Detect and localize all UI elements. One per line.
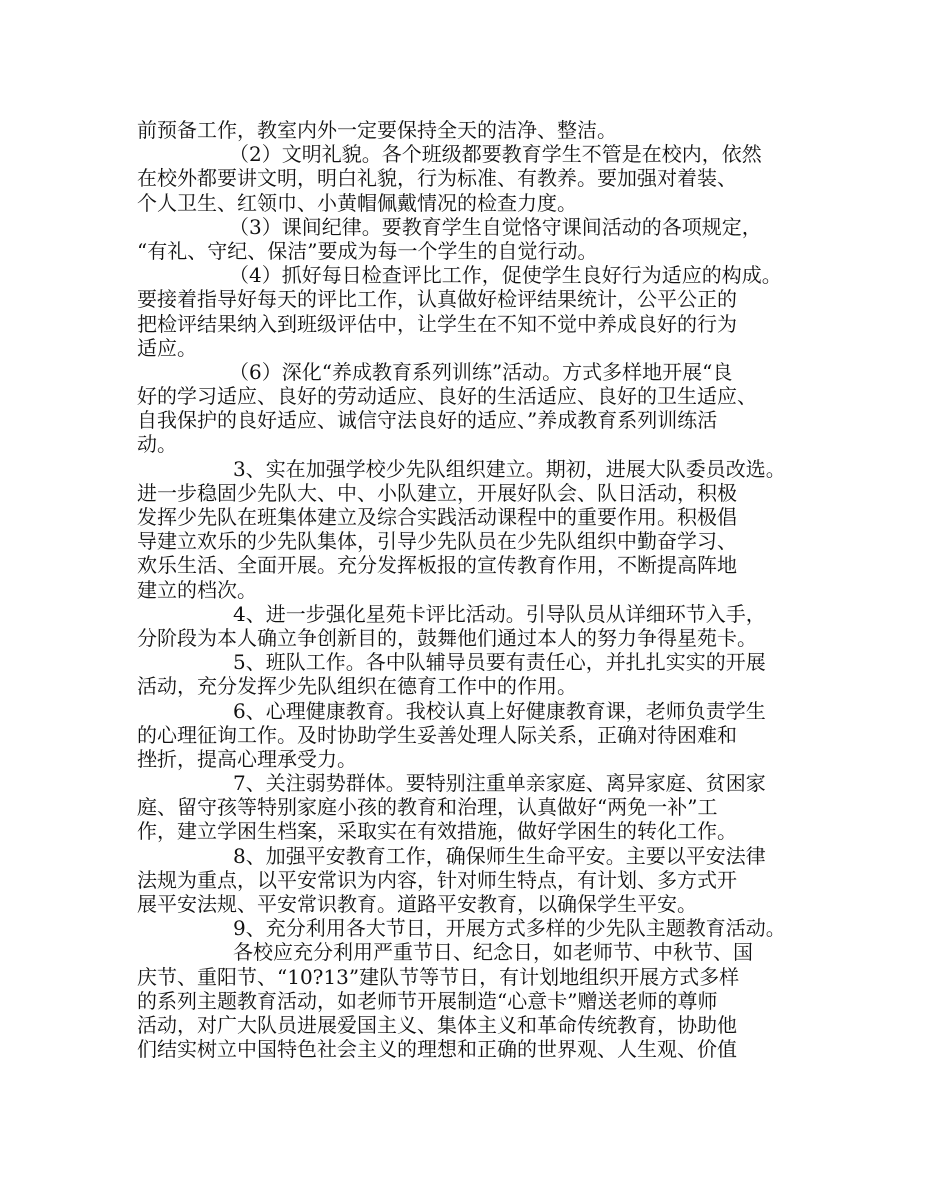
text-line: 个人卫生、红领巾、小黄帽佩戴情况的检查力度。	[137, 190, 577, 215]
text-line: 们结实树立中国特色社会主义的理想和正确的世界观、人生观、价值	[137, 1037, 737, 1062]
text-line: 发挥少先队在班集体建立及综合实践活动课程中的重要作用。积极倡	[137, 505, 737, 529]
text-line: 庆节、重阳节、“10?13”建队节等节日，有计划地组织开展方式多样	[137, 964, 740, 989]
text-line: （3）课间纪律。要教育学生自觉恪守课间活动的各项规定，	[229, 214, 762, 239]
text-line: 要接着指导好每天的评比工作，认真做好检评结果统计，公平公正的	[137, 287, 737, 312]
text-line: 展平安法规、平安常识教育。道路平安教育，以确保学生平安。	[137, 892, 697, 916]
text-line: （6）深化“养成教育系列训练”活动。方式多样地开展“良	[229, 359, 733, 384]
document-body	[137, 118, 825, 1061]
text-line: 自我保护的良好适应、诚信守法良好的适应、”养成教育系列训练活	[137, 408, 718, 433]
text-line: 在校外都要讲文明，明白礼貌，行为标准、有教养。要加强对着装、	[137, 166, 737, 191]
text-line: 适应。	[137, 335, 197, 360]
text-line: 活动，对广大队员进展爱国主义、集体主义和革命传统教育，协助他	[137, 1012, 737, 1037]
text-line: （4）抓好每日检查评比工作，促使学生良好行为适应的构成。	[229, 263, 782, 288]
text-line: 的心理征询工作。及时协助学生妥善处理人际关系，正确对待困难和	[137, 722, 737, 747]
text-line: 导建立欢乐的少先队集体，引导少先队员在少先队组织中勤奋学习、	[137, 529, 737, 554]
text-line: 挫折，提高心理承受力。	[137, 746, 357, 771]
text-line: “有礼、守纪、保洁”要成为每一个学生的自觉行动。	[137, 238, 598, 263]
text-line: 进一步稳固少先队大、中、小队建立，开展好队会、队日活动，积极	[137, 480, 737, 505]
text-line: 6、心理健康教育。我校认真上好健康教育课，老师负责学生	[233, 698, 766, 723]
text-line: 7、关注弱势群体。要特别注重单亲家庭、离异家庭、贫困家	[233, 771, 766, 796]
text-line: 活动，充分发挥少先队组织在德育工作中的作用。	[137, 674, 577, 699]
text-line: 动。	[137, 432, 177, 457]
text-line: 把检评结果纳入到班级评估中，让学生在不知不觉中养成良好的行为	[137, 311, 737, 336]
text-line: 3、实在加强学校少先队组织建立。期初，进展大队委员改选。	[233, 456, 786, 481]
text-line: 4、进一步强化星苑卡评比活动。引导队员从详细环节入手，	[233, 601, 766, 626]
text-line: 欢乐生活、全面开展。充分发挥板报的宣传教育作用，不断提高阵地	[137, 553, 737, 578]
text-line: 建立的档次。	[137, 577, 257, 602]
text-line: 各校应充分利用严重节日、纪念日，如老师节、中秋节、国	[233, 940, 753, 965]
text-line: 5、班队工作。各中队辅导员要有责任心，并扎扎实实的开展	[233, 650, 766, 675]
text-line: 庭、留守孩等特别家庭小孩的教育和治理，认真做好“两免一补”工	[137, 795, 718, 820]
text-line: 好的学习适应、良好的劳动适应、良好的生活适应、良好的卫生适应、	[137, 384, 757, 409]
text-line: 前预备工作，教室内外一定要保持全天的洁净、整洁。	[137, 118, 617, 142]
text-line: 9、充分利用各大节日，开展方式多样的少先队主题教育活动。	[233, 916, 786, 941]
text-line: 法规为重点，以平安常识为内容，针对师生特点，有计划、多方式开	[137, 867, 737, 892]
text-line: 作，建立学困生档案，采取实在有效措施，做好学困生的转化工作。	[137, 819, 737, 844]
text-line: （2）文明礼貌。各个班级都要教育学生不管是在校内，依然	[229, 142, 762, 167]
text-line: 分阶段为本人确立争创新目的，鼓舞他们通过本人的努力争得星苑卡。	[137, 625, 757, 650]
text-line: 8、加强平安教育工作，确保师生生命平安。主要以平安法律	[233, 843, 766, 868]
text-line: 的系列主题教育活动，如老师节开展制造“心意卡”赠送老师的尊师	[137, 988, 718, 1013]
